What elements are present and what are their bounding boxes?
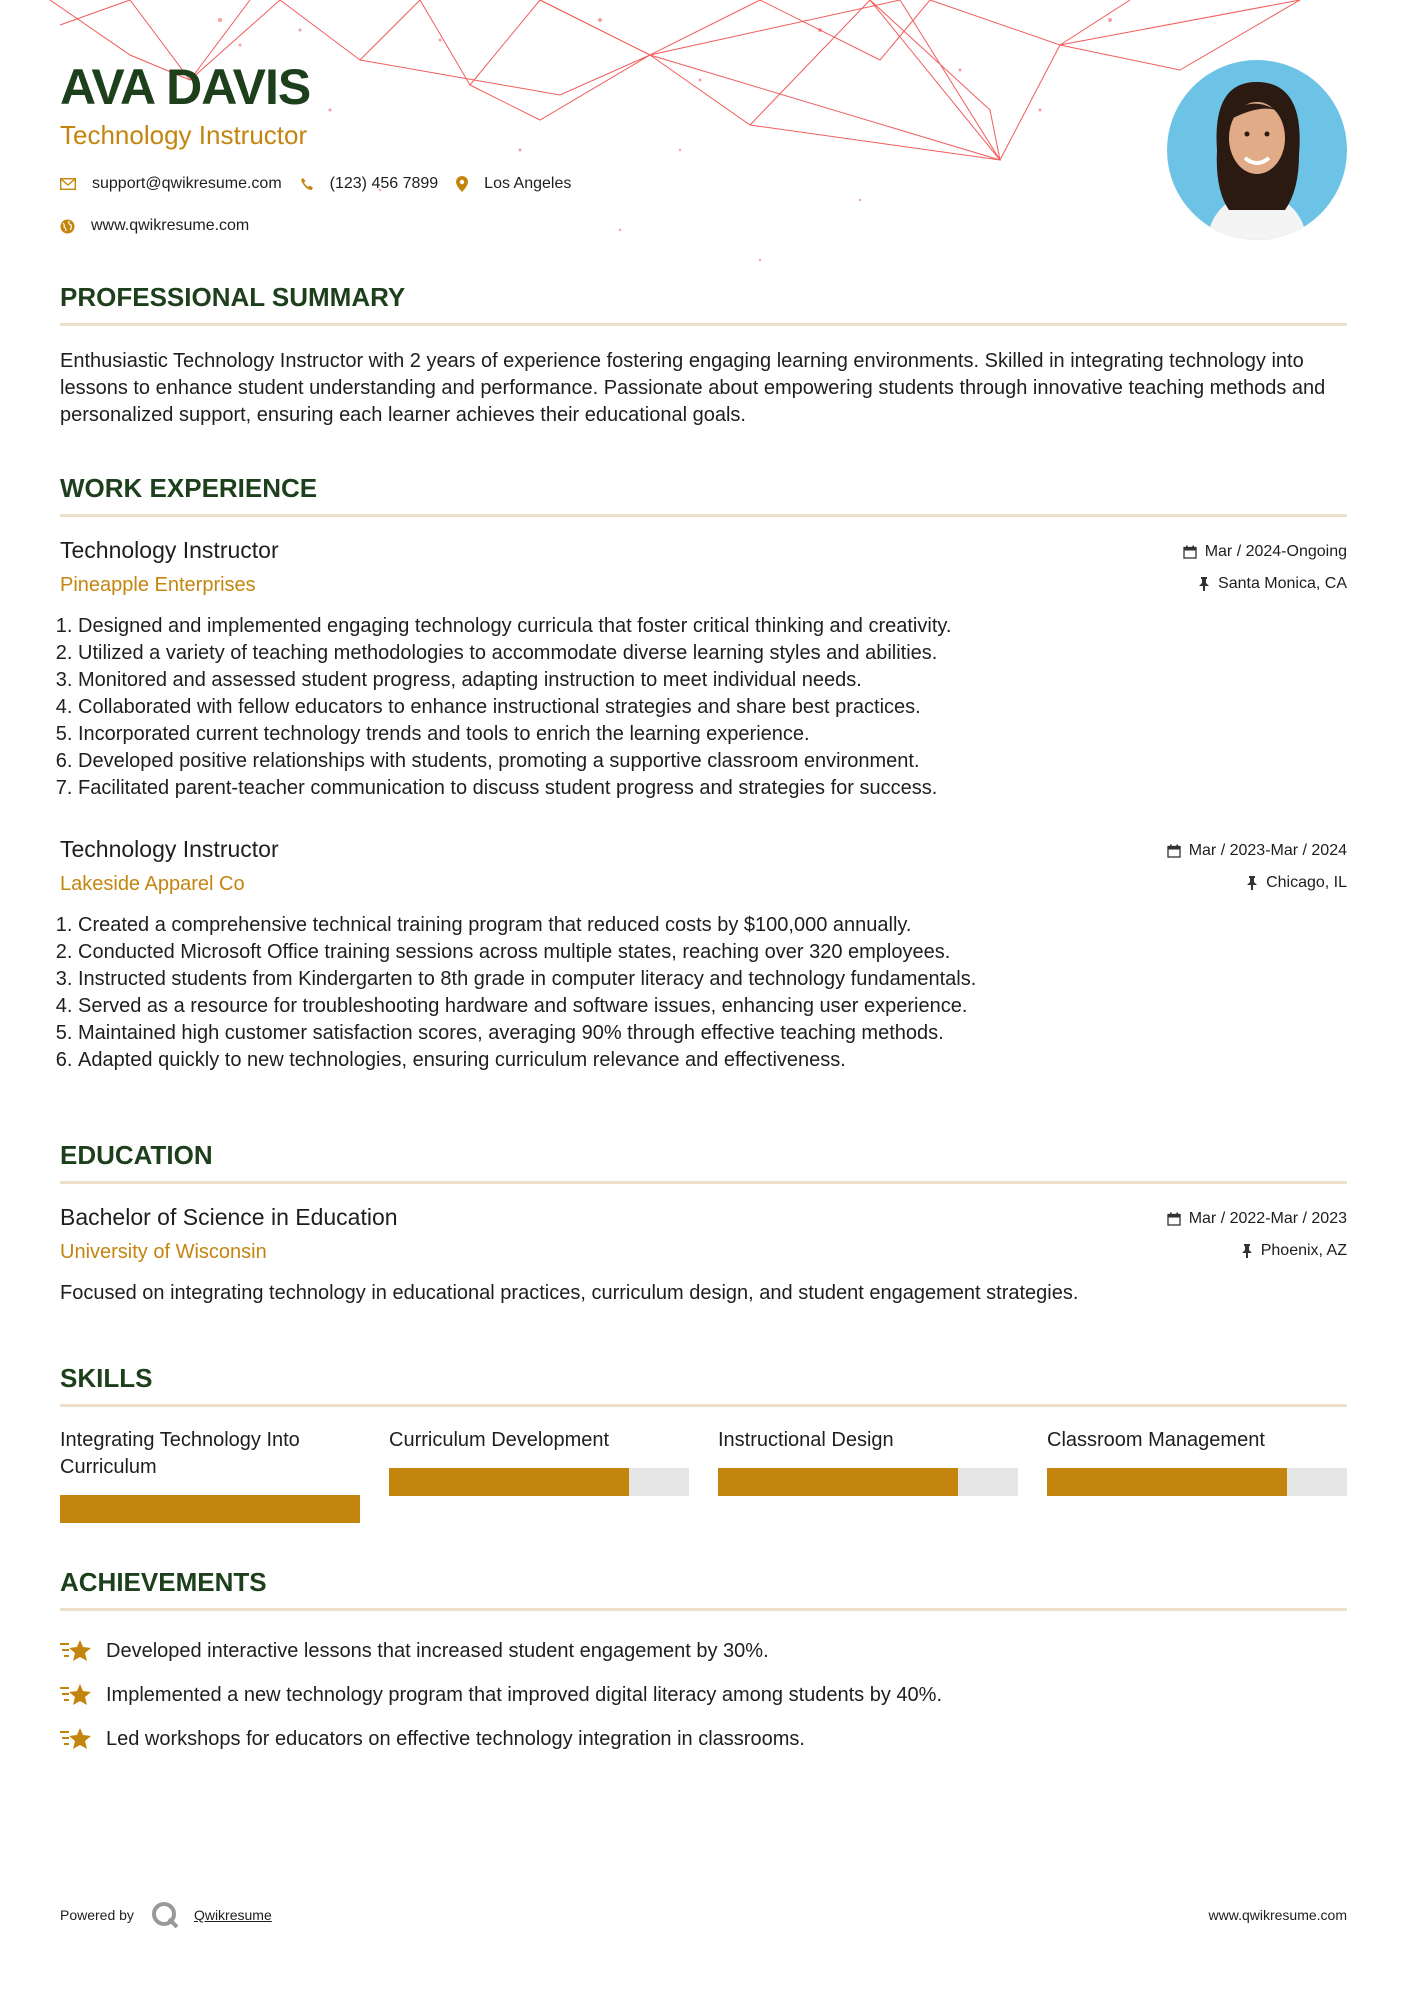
website-contact[interactable] <box>60 217 249 235</box>
section-title: ACHIEVEMENTS <box>60 1567 1347 1611</box>
achievement-text: Developed interactive lessons that increased student engagement by 30%. <box>106 1639 769 1662</box>
list-item: 3. Monitored and assessed student progress, adapting instruction to meet individual needs. <box>78 667 1347 694</box>
phone-icon <box>300 177 314 191</box>
pushpin-icon <box>1198 577 1210 591</box>
phone-contact[interactable] <box>300 175 439 193</box>
resume-header <box>60 0 1347 240</box>
powered-by-label: Powered by <box>60 1907 134 1923</box>
skill-bar <box>60 1495 360 1523</box>
pushpin-icon <box>1246 876 1258 890</box>
qwikresume-logo-icon <box>150 1900 180 1930</box>
star-achievement-icon <box>60 1682 92 1708</box>
list-item: 4. Served as a resource for troubleshooting hardware and software issues, enhancing user experience. <box>78 993 1347 1020</box>
job-entry <box>60 836 1347 1074</box>
skill-bar-fill <box>389 1468 629 1496</box>
job-location: Chicago, IL <box>1246 874 1347 892</box>
skills-section <box>60 1363 1347 1523</box>
education-entry <box>60 1204 1347 1305</box>
section-title: EDUCATION <box>60 1140 1347 1184</box>
section-title: WORK EXPERIENCE <box>60 473 1347 517</box>
job-entry <box>60 537 1347 802</box>
calendar-icon <box>1183 545 1197 559</box>
footer-website-link[interactable]: www.qwikresume.com <box>1208 1907 1347 1923</box>
email-text: support@qwikresume.com <box>92 175 282 192</box>
summary-text: Enthusiastic Technology Instructor with 2 years of experience fostering engaging learning environments. Skilled in integrating technology into lessons to enhance student understanding and performance. Passionate about empowering students through innovative teaching methods and personalized support, ensuring each learner achieves their educational goals. <box>60 350 1326 426</box>
candidate-name: AVA DAVIS <box>60 59 311 115</box>
location-contact <box>456 175 571 193</box>
skill-name: Instructional Design <box>718 1429 894 1451</box>
education-date: Mar / 2022-Mar / 2023 <box>1167 1210 1347 1228</box>
map-pin-icon <box>456 176 468 192</box>
skill-name: Curriculum Development <box>389 1429 610 1451</box>
list-item: 4. Collaborated with fellow educators to enhance instructional strategies and share best practices. <box>78 694 1347 721</box>
section-title: SKILLS <box>60 1363 1347 1407</box>
job-location: Santa Monica, CA <box>1198 575 1347 593</box>
email-contact[interactable] <box>60 175 282 193</box>
education-description: Focused on integrating technology in educational practices, curriculum design, and student engagement strategies. <box>60 1282 1079 1304</box>
star-achievement-icon <box>60 1638 92 1664</box>
school-name: University of Wisconsin <box>60 1241 267 1263</box>
achievement-item <box>60 1717 1347 1761</box>
work-experience-section <box>60 473 1347 1074</box>
education-location: Phoenix, AZ <box>1241 1242 1347 1260</box>
skill-item <box>60 1427 360 1523</box>
achievements-section <box>60 1567 1347 1761</box>
list-item: 2. Utilized a variety of teaching methodologies to accommodate diverse learning styles and abilities. <box>78 640 1347 667</box>
candidate-role: Technology Instructor <box>60 120 308 150</box>
education-section <box>60 1140 1347 1305</box>
list-item: 1. Created a comprehensive technical training program that reduced costs by $100,000 annually. <box>78 912 1347 939</box>
skills-list <box>60 1427 1347 1523</box>
job-bullets <box>60 613 1347 802</box>
calendar-icon <box>1167 844 1181 858</box>
skill-name: Classroom Management <box>1047 1429 1265 1451</box>
list-item: 3. Instructed students from Kindergarten to 8th grade in computer literacy and technology fundamentals. <box>78 966 1347 993</box>
skill-name: Integrating Technology Into Curriculum <box>60 1429 300 1478</box>
job-bullets <box>60 912 1347 1074</box>
qwikresume-link[interactable]: Qwikresume <box>193 1907 272 1923</box>
skill-bar-fill <box>1047 1468 1287 1496</box>
list-item: 2. Conducted Microsoft Office training sessions across multiple states, reaching over 320 employees. <box>78 939 1347 966</box>
achievement-item <box>60 1673 1347 1717</box>
star-achievement-icon <box>60 1726 92 1752</box>
contact-info <box>60 172 589 256</box>
list-item: 1. Designed and implemented engaging technology curricula that foster critical thinking and creativity. <box>78 613 1347 640</box>
degree-title: Bachelor of Science in Education <box>60 1204 398 1230</box>
achievement-item <box>60 1629 1347 1673</box>
job-date: Mar / 2024-Ongoing <box>1183 543 1347 561</box>
job-title: Technology Instructor <box>60 836 279 862</box>
skill-bar-fill <box>718 1468 958 1496</box>
section-title: PROFESSIONAL SUMMARY <box>60 282 1347 326</box>
summary-section <box>60 282 1347 429</box>
achievements-list <box>60 1629 1347 1761</box>
list-item: 5. Maintained high customer satisfaction scores, averaging 90% through effective teaching methods. <box>78 1020 1347 1047</box>
website-text: www.qwikresume.com <box>91 217 250 234</box>
job-title: Technology Instructor <box>60 537 279 563</box>
globe-icon <box>60 219 75 234</box>
skill-item <box>718 1427 1018 1523</box>
calendar-icon <box>1167 1212 1181 1226</box>
company-name: Lakeside Apparel Co <box>60 873 245 895</box>
list-item: 7. Facilitated parent-teacher communication to discuss student progress and strategies for success. <box>78 775 1347 802</box>
skill-bar <box>389 1468 689 1496</box>
envelope-icon <box>60 178 76 190</box>
profile-photo <box>1167 60 1347 240</box>
achievement-text: Implemented a new technology program that improved digital literacy among students by 40%. <box>106 1683 943 1706</box>
company-name: Pineapple Enterprises <box>60 574 256 596</box>
list-item: 6. Adapted quickly to new technologies, ensuring curriculum relevance and effectiveness. <box>78 1047 1347 1074</box>
skill-item <box>1047 1427 1347 1523</box>
list-item: 6. Developed positive relationships with students, promoting a supportive classroom environment. <box>78 748 1347 775</box>
skill-item <box>389 1427 689 1523</box>
skill-bar-fill <box>60 1495 360 1523</box>
pushpin-icon <box>1241 1244 1253 1258</box>
location-text: Los Angeles <box>484 175 572 192</box>
skill-bar <box>718 1468 1018 1496</box>
list-item: 5. Incorporated current technology trends and tools to enrich the learning experience. <box>78 721 1347 748</box>
phone-text: (123) 456 7899 <box>329 175 439 192</box>
footer <box>60 1898 1347 1932</box>
job-date: Mar / 2023-Mar / 2024 <box>1167 842 1347 860</box>
achievement-text: Led workshops for educators on effective technology integration in classrooms. <box>106 1727 805 1750</box>
skill-bar <box>1047 1468 1347 1496</box>
